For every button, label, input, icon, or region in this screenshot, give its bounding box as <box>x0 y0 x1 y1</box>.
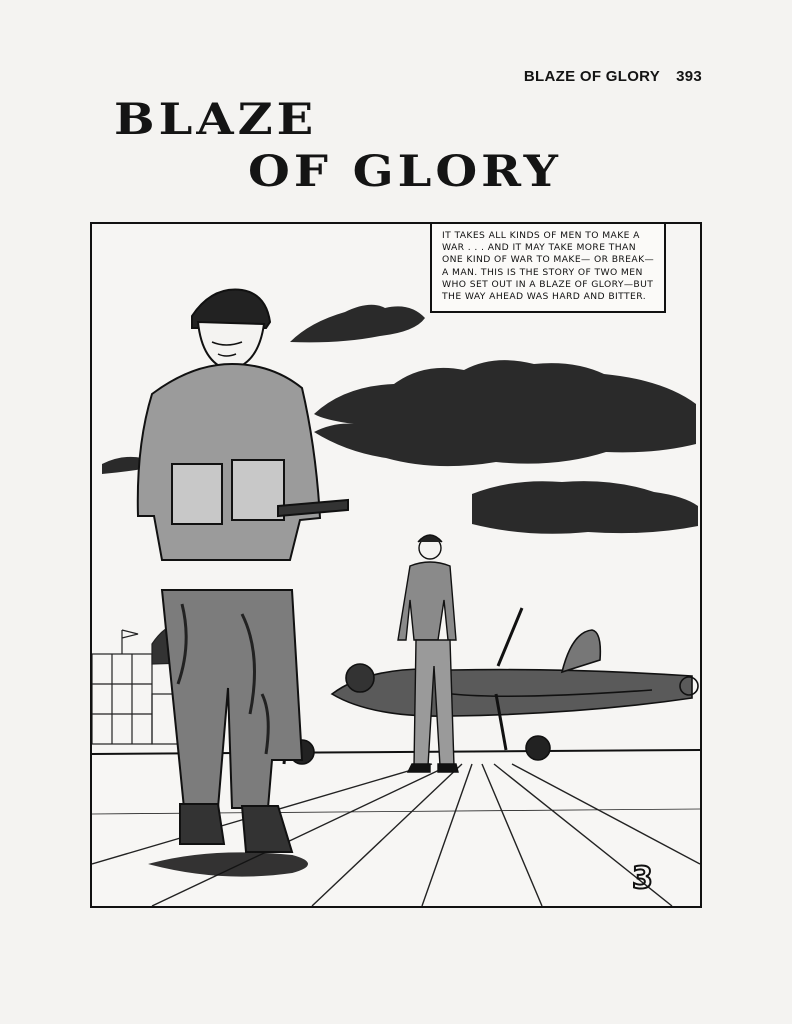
story-title-line-1: BLAZE <box>114 94 318 145</box>
comic-illustration <box>92 224 700 906</box>
caption-text: IT TAKES ALL KINDS OF MEN TO MAKE A WAR . . . AND IT MAY TAKE MORE THAN ONE KIND OF WAR TO MAKE— OR BREAK— A MAN. THIS IS THE STORY OF TWO MEN WHO SET OUT IN A BLAZE OF GLORY—BUT THE WAY AHEAD WAS HARD AND BITTER. <box>442 230 655 303</box>
caption-box <box>430 222 666 313</box>
running-head-title: BLAZE OF GLORY <box>523 68 661 85</box>
page-number: 393 <box>676 68 702 85</box>
running-head <box>524 68 702 85</box>
artist-signature: 3 <box>632 861 653 896</box>
comic-panel <box>90 222 702 908</box>
story-title-line-2: OF GLORY <box>248 146 562 197</box>
